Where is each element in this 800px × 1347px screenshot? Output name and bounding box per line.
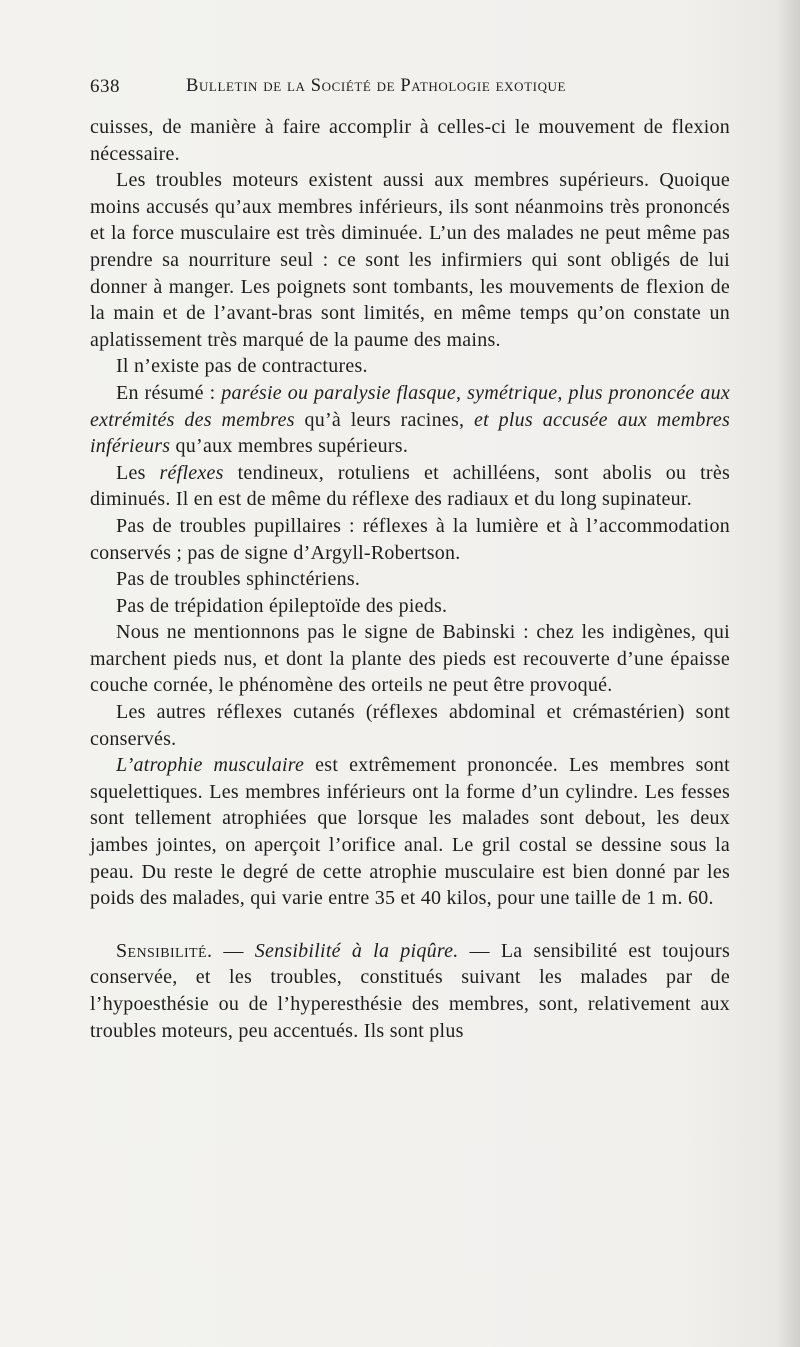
paragraph-continuation: cuisses, de manière à faire accomplir à celles-ci le mouvement de flexion nécessaire. [90,116,730,165]
body-text [90,114,730,1044]
paragraph-sphincter: Pas de troubles sphinctériens. [116,568,361,591]
paragraph-summary: En résumé : parésie ou paralysie flasque, symétrique, plus prononcée aux extrémités des membres qu’à leurs racines, et plus accusée aux membres inférieurs qu’aux membres supérieurs. [90,381,731,458]
paragraph-trepidation: Pas de trépidation épileptoïde des pieds. [116,594,448,617]
paragraph-motor-upper-limbs: Les troubles moteurs existent aussi aux membres supérieurs. Quoique moins accusés qu’aux membres inférieurs, ils sont néanmoins très prononcés et la force musculaire est très diminuée. L’un des malades ne peut même pas prendre sa nourriture seul : ce sont les infirmiers qui sont obligés de lui donner à manger. Les poignets sont tombants, les mouvements de flexion de la main et de l’avant-bras sont limités, en même temps qu’on constate un aplatissement très marqué de la paume des mains. [90,169,730,351]
paragraph-reflexes: Les réflexes tendineux, rotuliens et achilléens, sont abolis ou très diminués. Il en est de même du réflexe des radiaux et du long supinateur. [90,461,730,511]
paragraph-cutaneous-reflexes: Les autres réflexes cutanés (réflexes abdominal et crémastérien) sont conservés. [90,701,730,750]
page-number: 638 [90,76,120,97]
page-header [90,76,650,100]
paragraph-sensibility: Sensibilité. — Sensibilité à la piqûre. — La sensibilité est toujours conservée, et les troubles, constitués suivant les malades par de l’hypoesthésie ou de l’hyperesthésie des membres, sont, relativement aux troubles moteurs, peu accentués. Ils sont plus [90,939,730,1042]
paragraph-pupillary: Pas de troubles pupillaires : réflexes à la lumière et à l’accommodation conservés ; pas de signe d’Argyll-Robertson. [90,514,730,564]
running-title: Bulletin de la Société de Pathologie exotique [186,76,567,96]
paragraph-contractures: Il n’existe pas de contractures. [116,355,368,378]
paragraph-babinski: Nous ne mentionnons pas le signe de Babinski : chez les indigènes, qui marchent pieds nus, et dont la plante des pieds est recouverte d’une épaisse couche cornée, le phénomène des orteils ne peut être provoqué. [90,621,730,697]
paragraph-muscular-atrophy: L’atrophie musculaire est extrêmement prononcée. Les membres sont squelettiques. Les membres inférieurs ont la forme d’un cylindre. Les fesses sont tellement atrophiées que lorsque les malades sont debout, les deux jambes jointes, on aperçoit l’orifice anal. Le gril costal se dessine sous la peau. Du reste le degré de cette atrophie musculaire est bien donné par les poids des malades, qui varie entre 35 et 40 kilos, pour une taille de 1 m. 60. [90,754,730,910]
